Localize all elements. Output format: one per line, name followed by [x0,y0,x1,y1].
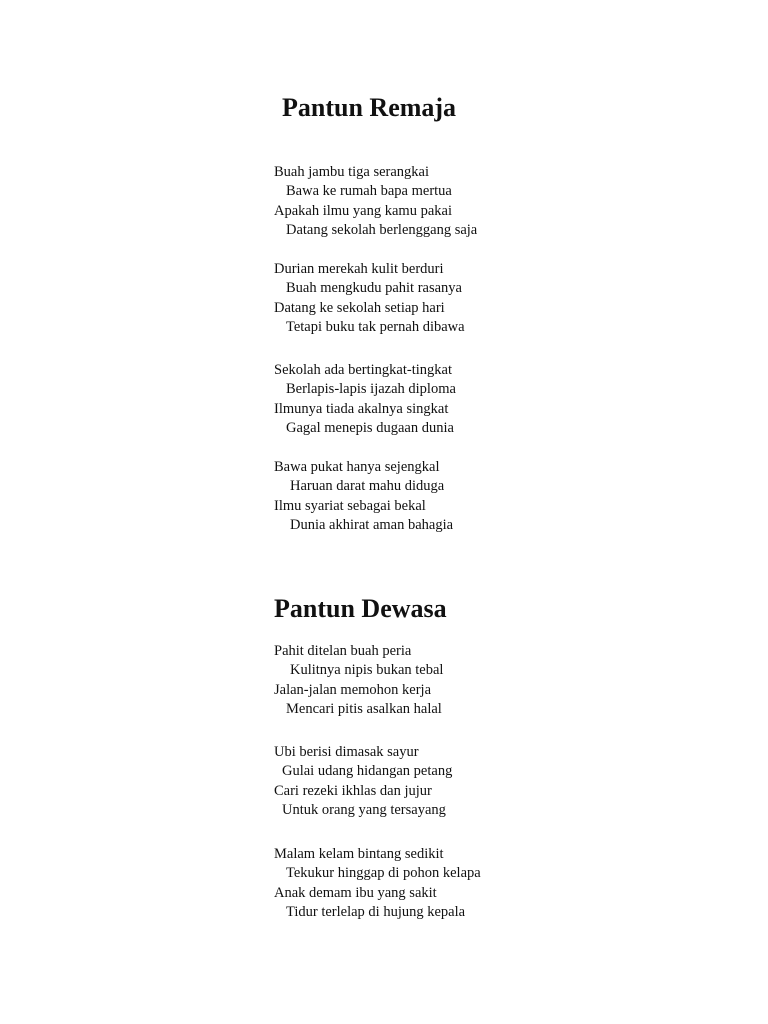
stanza-line: Ilmu syariat sebagai bekal [274,497,426,514]
stanza-line: Ubi berisi dimasak sayur [274,744,419,760]
stanza-line: Tetapi buku tak pernah dibawa [286,319,465,336]
stanza-line: Gulai udang hidangan petang [282,763,453,780]
stanza-line: Sekolah ada bertingkat-tingkat [274,362,452,378]
stanza-line: Cari rezeki ikhlas dan jujur [274,782,432,799]
stanza-line: Bawa pukat hanya sejengkal [274,459,440,475]
stanza-line: Untuk orang yang tersayang [282,802,446,819]
stanza [274,163,477,241]
stanza [274,260,465,338]
section-title-pantun-remaja: Pantun Remaja [282,93,457,122]
stanza-line: Malam kelam bintang sedikit [274,846,444,862]
stanza-line: Berlapis-lapis ijazah diploma [286,381,456,398]
stanza-line: Dunia akhirat aman bahagia [290,517,454,534]
section-title-pantun-dewasa: Pantun Dewasa [274,594,447,623]
stanza [274,845,481,923]
stanza-line: Buah mengkudu pahit rasanya [286,280,462,297]
stanza-line: Durian merekah kulit berduri [274,261,444,277]
stanza [274,458,453,536]
stanza [274,642,443,720]
stanza-line: Apakah ilmu yang kamu pakai [274,202,452,219]
stanza-line: Buah jambu tiga serangkai [274,164,430,180]
stanza-line: Bawa ke rumah bapa mertua [286,183,452,200]
stanza-line: Haruan darat mahu diduga [290,478,445,495]
stanza-line: Kulitnya nipis bukan tebal [290,662,444,679]
stanza [274,743,452,821]
stanza-line: Tekukur hinggap di pohon kelapa [286,865,481,882]
stanza-line: Tidur terlelap di hujung kepala [286,904,466,921]
stanza-line: Datang ke sekolah setiap hari [274,299,445,316]
stanza-line: Ilmunya tiada akalnya singkat [274,400,449,417]
stanza-line: Pahit ditelan buah peria [274,643,412,659]
stanza-line: Gagal menepis dugaan dunia [286,420,454,437]
stanza-line: Mencari pitis asalkan halal [286,701,442,718]
stanza-line: Anak demam ibu yang sakit [274,884,437,901]
stanza [274,361,456,439]
stanza-line: Jalan-jalan memohon kerja [274,681,432,698]
stanza-line: Datang sekolah berlenggang saja [286,222,478,239]
